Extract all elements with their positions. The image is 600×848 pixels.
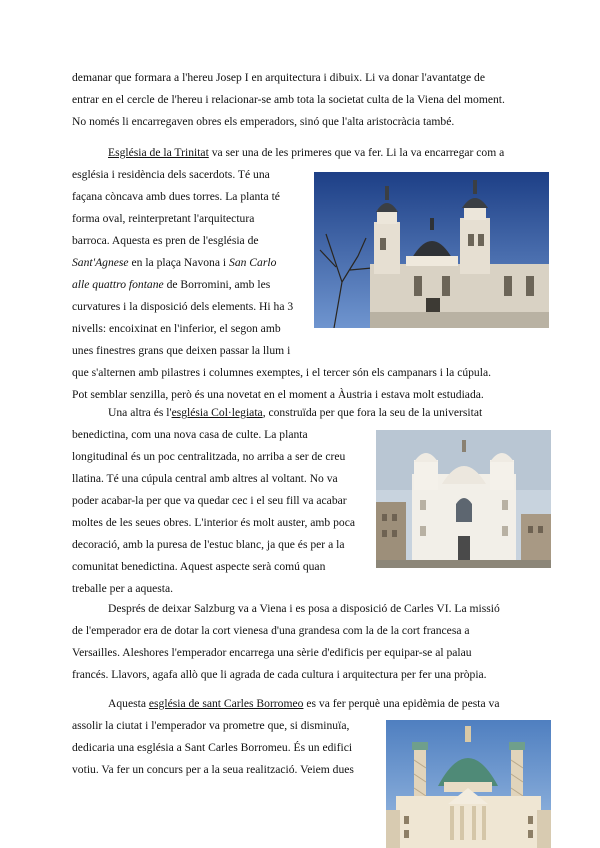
- text-line: nivells: encoixinat en l'inferior, el segon amb: [72, 322, 281, 335]
- text-line: Després de deixar Salzburg va a Viena i es posa a disposició de Carles VI. La missió: [108, 602, 500, 615]
- text-line: francés. Llavors, agafa allò que li agrada de cada cultura i arquitectura per fer una pròpia.: [72, 668, 487, 681]
- photo-church-trinitat: [314, 172, 549, 328]
- link-collegiata[interactable]: església Col·legiata: [171, 406, 263, 419]
- text-line: curvatures i la disposició dels elements. Hi ha 3: [72, 300, 294, 313]
- text-line: Església de la Trinitat va ser una de les primeres que va fer. Li la va encarregar com a: [108, 146, 505, 159]
- text-line: façana còncava amb dues torres. La planta té: [72, 190, 280, 203]
- text-line: dedicaria una església a Sant Carles Borromeu. És un edifici: [72, 741, 353, 754]
- text-line: Sant'Agnese en la plaça Navona i San Carlo: [72, 256, 277, 269]
- text-line: longitudinal és un poc centralitzada, no arriba a ser de creu: [72, 450, 346, 463]
- text-line: decoració, amb la puresa de l'estuc blanc, ja que és per a la: [72, 538, 345, 551]
- text-line: església i residència dels sacerdots. Té una: [72, 168, 270, 181]
- link-trinitat[interactable]: Església de la Trinitat: [108, 146, 209, 159]
- text-line: benedictina, com una nova casa de culte. La planta: [72, 428, 308, 441]
- text-line: moltes de les seues obres. L'interior és molt auster, amb poca: [72, 516, 356, 529]
- text-line: barroca. Aquesta es pren de l'església de: [72, 234, 259, 247]
- photo-church-borromeo: [386, 720, 551, 848]
- text-line: de l'emperador era de dotar la cort vienesa d'una grandesa com la de la cort francesa a: [72, 624, 470, 637]
- text-line: entrar en el cercle de l'hereu i relacionar-se amb tota la societat culta de la Viena del moment.: [72, 93, 505, 106]
- text-line: llatina. Té una cúpula central amb altres al voltant. No va: [72, 472, 338, 485]
- text-line: treballe per a aquesta.: [72, 582, 174, 595]
- text-line: votiu. Va fer un concurs per a la seua realització. Veiem dues: [72, 763, 354, 776]
- photo-church-collegiata: [376, 430, 551, 568]
- link-borromeo[interactable]: església de sant Carles Borromeo: [148, 697, 304, 710]
- text-line: comunitat benedictina. Aquest aspecte serà comú quan: [72, 560, 326, 573]
- text-line: demanar que formara a l'hereu Josep I en arquitectura i dibuix. Li va donar l'avantatge de: [72, 71, 486, 84]
- text-line: unes finestres grans que deixen passar la llum i: [72, 344, 291, 357]
- text-line: Una altra és l'església Col·legiata, construïda per que fora la seu de la universitat: [108, 406, 483, 419]
- text-line: alle quattro fontane de Borromini, amb les: [72, 278, 271, 291]
- text-line: que s'alternen amb pilastres i columnes exemptes, i el tercer són els campanars i la cúpula.: [72, 366, 491, 379]
- text-line: Pot semblar senzilla, però és una novetat en el moment a Àustria i estava molt estudiada.: [72, 388, 484, 401]
- text-line: Aquesta església de sant Carles Borromeo es va fer perquè una epidèmia de pesta va: [108, 697, 500, 710]
- text-line: Versailles. Aleshores l'emperador encarrega una sèrie d'edificis per equipar-se al palau: [72, 646, 472, 659]
- text-line: forma oval, reinterpretant l'arquitectura: [72, 212, 255, 225]
- text-line: poder acabar-la per que va quedar cec i el seu fill va acabar: [72, 494, 347, 507]
- text-line: No només li encarregaven obres els emperadors, sinó que l'alta aristocràcia també.: [72, 115, 455, 128]
- text-line: assolir la ciutat i l'emperador va prometre que, si disminuïa,: [72, 719, 350, 732]
